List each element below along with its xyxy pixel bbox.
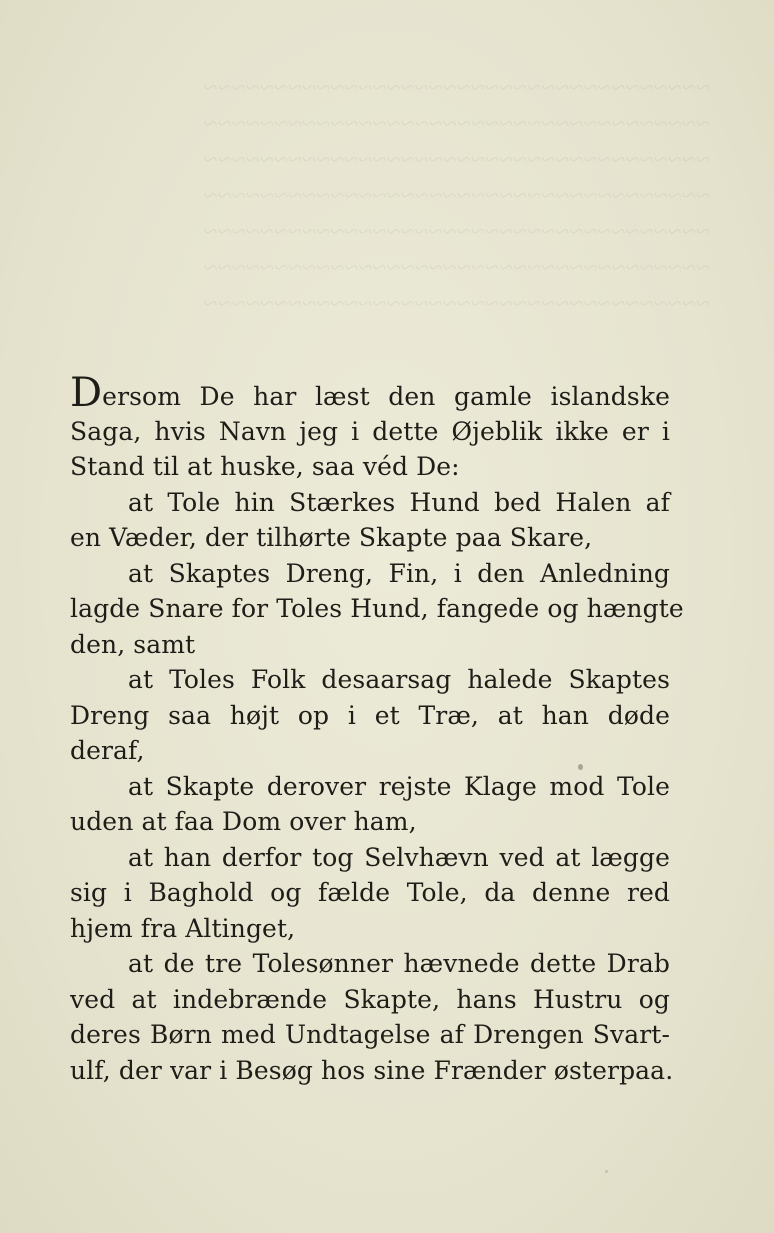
text-line: deraf, bbox=[70, 736, 145, 765]
paragraph bbox=[70, 769, 670, 840]
text-line: at Tole hin Stærkes Hund bed Halen af bbox=[128, 487, 670, 517]
text-line bbox=[70, 370, 670, 416]
text-line: en Væder, der tilhørte Skapte paa Skare, bbox=[70, 523, 593, 552]
text-line: at Skapte derover rejste Klage mod Tole bbox=[128, 771, 670, 801]
text-line: den, samt bbox=[70, 629, 196, 659]
drop-cap: D bbox=[70, 370, 103, 416]
text-line: uden at faa Dom over ham, bbox=[70, 807, 417, 836]
paragraph bbox=[70, 556, 684, 663]
text-line: ulf, der var i Besøg hos sine Frænder østerpaa. bbox=[70, 1055, 674, 1085]
text-line: Stand til at huske, saa véd De: bbox=[70, 452, 460, 481]
text-line: lagde Snare for Toles Hund, fangede og hængte bbox=[70, 594, 684, 623]
text-line: ved at indebrænde Skapte, hans Hustru og bbox=[70, 984, 670, 1014]
paragraph bbox=[70, 370, 670, 485]
text-line: at Skaptes Dreng, Fin, i den Anledning bbox=[128, 558, 670, 588]
text-line: at Toles Folk desaarsag halede Skaptes bbox=[128, 665, 670, 694]
text-line: Saga, hvis Navn jeg i dette Øjeblik ikke er i bbox=[70, 416, 670, 446]
paper-speck bbox=[605, 1170, 608, 1173]
text-line: sig i Baghold og fælde Tole, da denne red bbox=[70, 878, 670, 907]
paragraph bbox=[70, 485, 670, 556]
text-line: at han derfor tog Selvhævn ved at lægge bbox=[128, 842, 670, 872]
paragraph bbox=[70, 662, 670, 769]
paragraph bbox=[70, 946, 674, 1088]
body-text bbox=[70, 370, 684, 1088]
paragraph bbox=[70, 840, 670, 947]
text-line: hjem fra Altinget, bbox=[70, 913, 296, 943]
text-line: Dreng saa højt op i et Træ, at han døde bbox=[70, 700, 670, 730]
show-through-texture: ~~~~~~~~~~~~~~~~~~~~~~~~~~~~~~~~~~~~ ~~~~~~~~~~~~~~~~~~~~~~~~~~~~~~~~~~~~ ~~~~~~~~~~~~~~~~~~~~~~~~~~~~~~~~~~~~ ~~~~~~~~~~~~~~~~~~~~~~~~~~~~~~~~~~~~ ~~~~~~~~~~~~~~~~~~~~~~~~~~~~~~~~~~~~ ~~~~~~~~~~~~~~~~~~~~~~~~~~~~~~~~~~~~ ~~~~~~~~~~~~~~~~~~~~~~~~~~~~~~~~~~~~ bbox=[203, 73, 710, 318]
text-line: at de tre Tolesønner hævnede dette Drab bbox=[128, 949, 670, 978]
text-line: deres Børn med Undtagelse af Drengen Svart- bbox=[70, 1020, 670, 1049]
line-text: ersom De har læst den gamle islandske bbox=[102, 382, 670, 411]
